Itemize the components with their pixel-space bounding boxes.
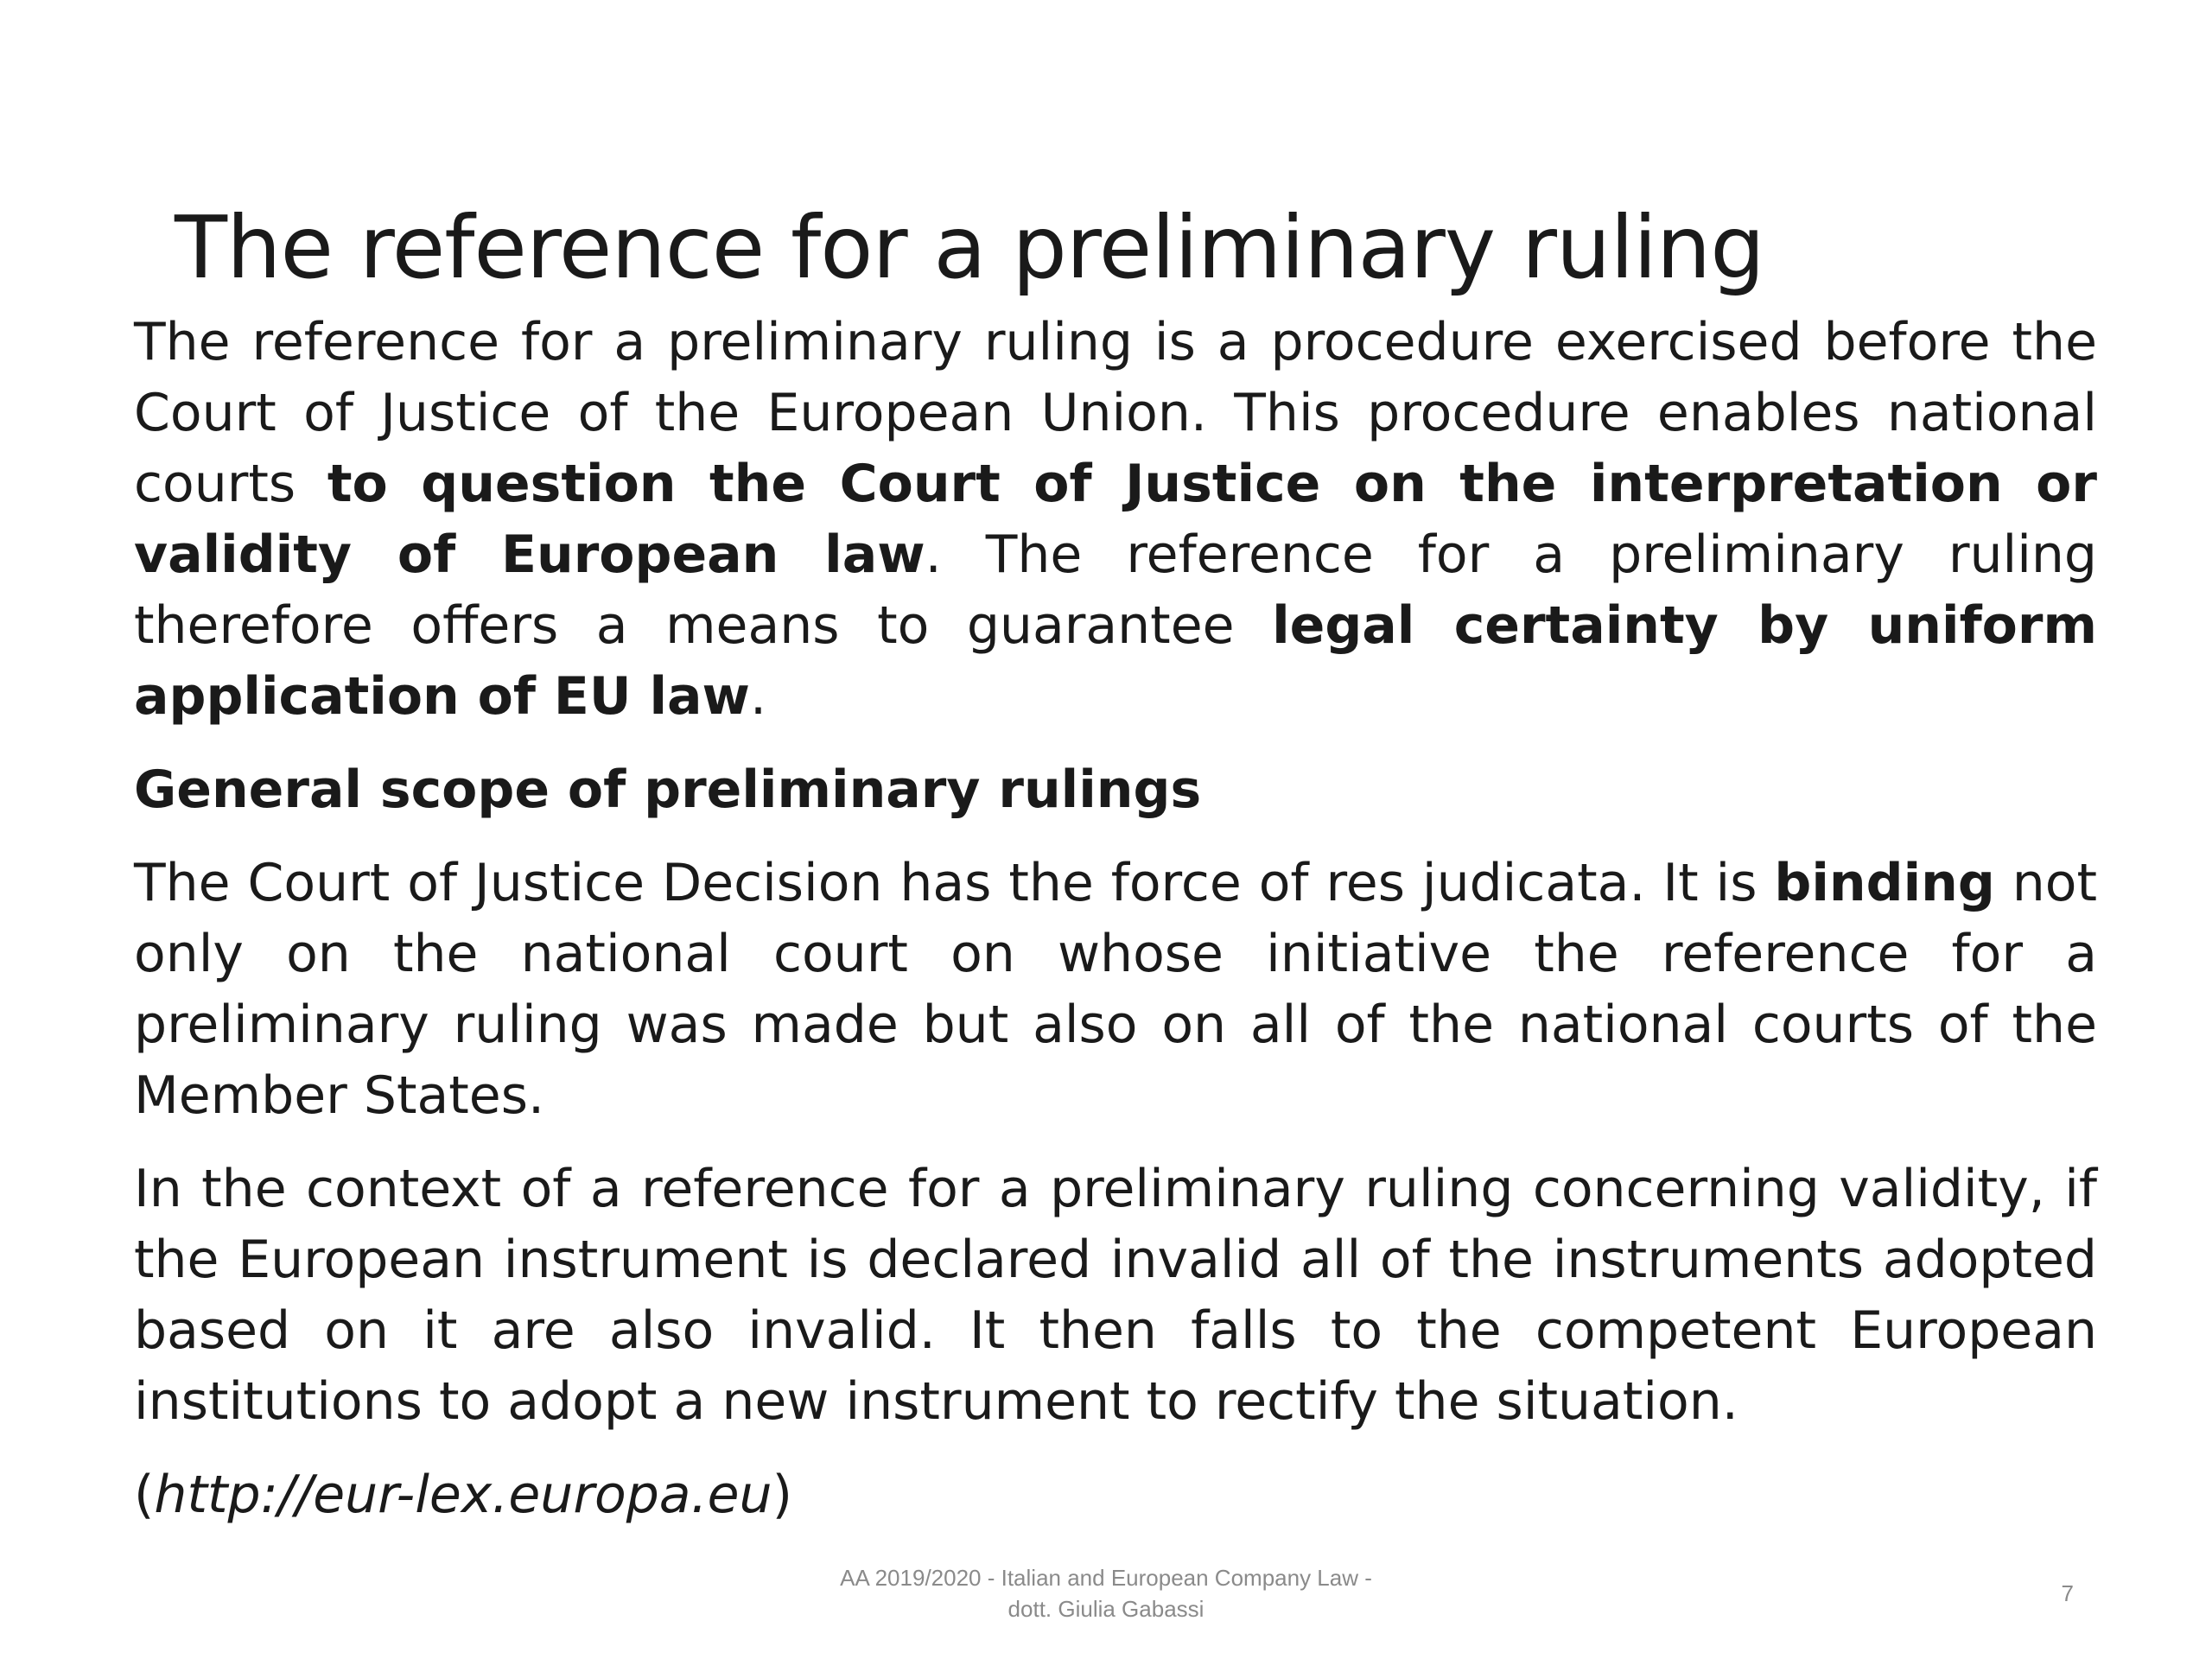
intro-bold-1: to question the Court of Justice on the interpretation or validity of European law — [134, 454, 2097, 585]
intro-text-2: . The reference for a preliminary ruling therefore offers a means to guarantee — [134, 524, 2097, 656]
page-number: 7 — [2061, 1580, 2074, 1606]
section-heading: General scope of preliminary rulings — [134, 760, 1202, 820]
slide-title: The reference for a preliminary ruling — [175, 197, 1764, 298]
validity-paragraph: In the context of a reference for a preliminary ruling concerning validity, if the European instrument is declared invalid all of the instruments adopted based on it are also invalid. It then falls to the competent European institutions to adopt a new instrument to rectify the situation. — [134, 1159, 2097, 1432]
scope-bold: binding — [1774, 853, 1995, 913]
footer-line-1: AA 2019/2020 - Italian and European Company Law - — [840, 1565, 1372, 1591]
source-citation — [134, 1459, 2097, 1530]
intro-bold-2: legal certainty by uniform application of EU law — [134, 595, 2097, 727]
source-link: http://eur-lex.europa.eu — [154, 1465, 772, 1525]
slide-body — [134, 307, 2097, 1530]
source-close-paren: ) — [772, 1465, 792, 1525]
intro-text-1: The reference for a preliminary ruling is a procedure exercised before the Court of Justice of the European Union. This procedure enables national courts — [134, 312, 2097, 514]
footer-line-2: dott. Giulia Gabassi — [1007, 1596, 1205, 1622]
intro-text-3: . — [749, 666, 767, 727]
scope-text-1: The Court of Justice Decision has the force of res judicata. It is — [134, 853, 1775, 913]
slide-footer — [674, 1562, 1538, 1624]
intro-paragraph — [134, 307, 2097, 732]
scope-text-2: not only on the national court on whose initiative the reference for a preliminary ruling was made but also on all of the national courts of the Member States. — [134, 853, 2097, 1126]
scope-paragraph — [134, 848, 2097, 1131]
source-open-paren: ( — [134, 1465, 155, 1525]
